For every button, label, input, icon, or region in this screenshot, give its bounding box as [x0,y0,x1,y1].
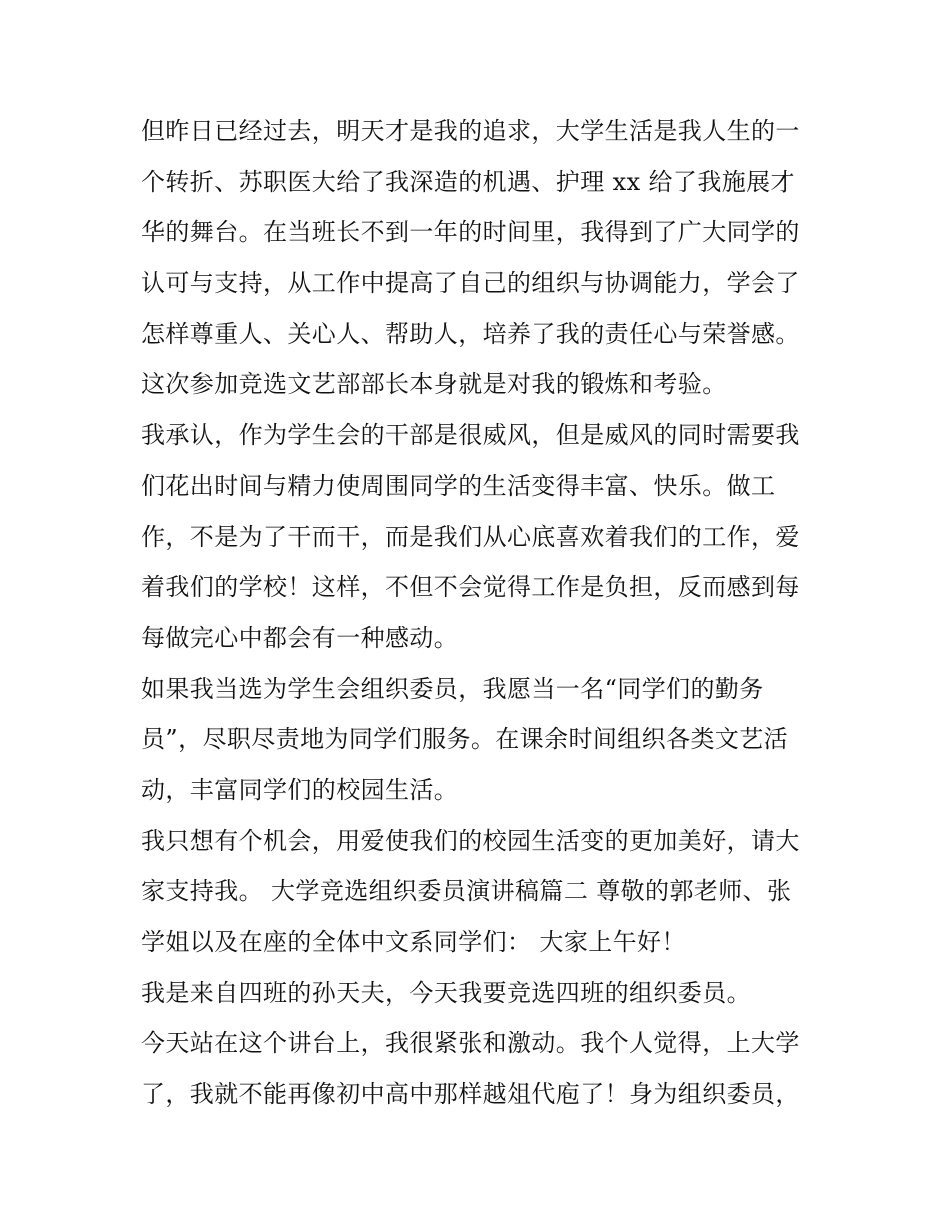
text-line: 作，不是为了干而干，而是我们从心底喜欢着我们的工作，爱 [141,522,800,551]
text-line: 我是来自四班的孙天夫，今天我要竞选四班的组织委员。 [141,978,751,1007]
text-line: 华的舞台。在当班长不到一年的时间里，我得到了广大同学的 [141,218,800,247]
text-line: 认可与支持，从工作中提高了自己的组织与协调能力，学会了 [141,269,800,298]
text-line: 今天站在这个讲台上，我很紧张和激动。我个人觉得，上大学 [141,1029,800,1058]
text-line: 动，丰富同学们的校园生活。 [141,775,459,804]
text-line: 每做完心中都会有一种感动。 [141,623,459,652]
document-body [141,106,821,1120]
text-line: 着我们的学校！这样，不但不会觉得工作是负担，反而感到每 [141,573,800,602]
text-line: 怎样尊重人、关心人、帮助人，培养了我的责任心与荣誉感。 [141,319,800,348]
text-line: 我承认，作为学生会的干部是很威风，但是威风的同时需要我 [141,421,800,450]
text-line: 员”，尽职尽责地为同学们服务。在课余时间组织各类文艺活 [141,725,789,754]
text-line: 学姐以及在座的全体中文系同学们： 大家上午好！ [141,928,686,956]
text-line: 家支持我。 大学竞选组织委员演讲稿篇二 尊敬的郭老师、张 [141,877,792,906]
text-line: 们花出时间与精力使周围同学的生活变得丰富、快乐。做工 [141,471,776,500]
text-line: 这次参加竞选文艺部部长本身就是对我的锻炼和考验。 [141,370,727,399]
text-line: 了，我就不能再像初中高中那样越俎代庖了！身为组织委员， [141,1080,800,1109]
text-line: 个转折、苏职医大给了我深造的机遇、护理 xx 给了我施展才 [141,167,795,196]
text-line: 但昨日已经过去，明天才是我的追求，大学生活是我人生的一 [141,117,800,145]
text-line: 如果我当选为学生会组织委员，我愿当一名“同学们的勤务 [141,674,764,703]
text-line: 我只想有个机会，用爱使我们的校园生活变的更加美好，请大 [141,826,800,855]
